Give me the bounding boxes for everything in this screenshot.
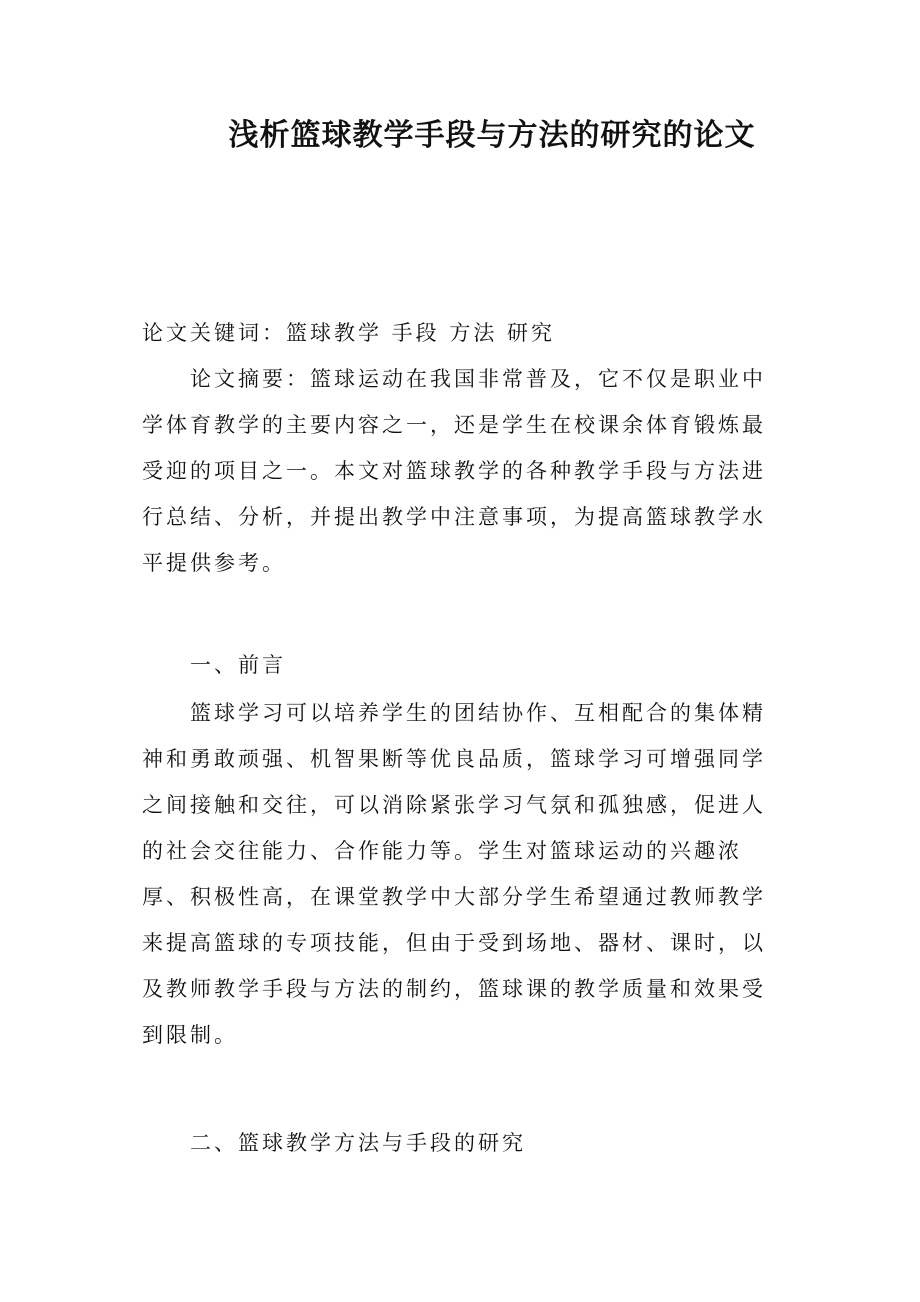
keywords-line: 论文关键词：篮球教学 手段 方法 研究	[142, 321, 556, 345]
section-heading-preface: 一、前言	[190, 653, 286, 677]
section-heading-methods: 二、篮球教学方法与手段的研究	[190, 1131, 526, 1155]
page-title: 浅析篮球教学手段与方法的研究的论文	[228, 118, 756, 153]
abstract-paragraph: 论文摘要：篮球运动在我国非常普及，它不仅是职业中学体育教学的主要内容之一，还是学生在校课余体育锻炼最受迎的项目之一。本文对篮球教学的各种教学手段与方法进行总结、分析，并提出教学中注意事项，为提高篮球教学水平提供参考。	[142, 367, 766, 575]
section-paragraph-preface: 篮球学习可以培养学生的团结协作、互相配合的集体精神和勇敢顽强、机智果断等优良品质，篮球学习可增强同学之间接触和交往，可以消除紧张学习气氛和孤独感，促进人的社会交往能力、合作能力等。学生对篮球运动的兴趣浓厚、积极性高，在课堂教学中大部分学生希望通过教师教学来提高篮球的专项技能，但由于受到场地、器材、课时，以及教师教学手段与方法的制约，篮球课的教学质量和效果受到限制。	[142, 701, 766, 1047]
